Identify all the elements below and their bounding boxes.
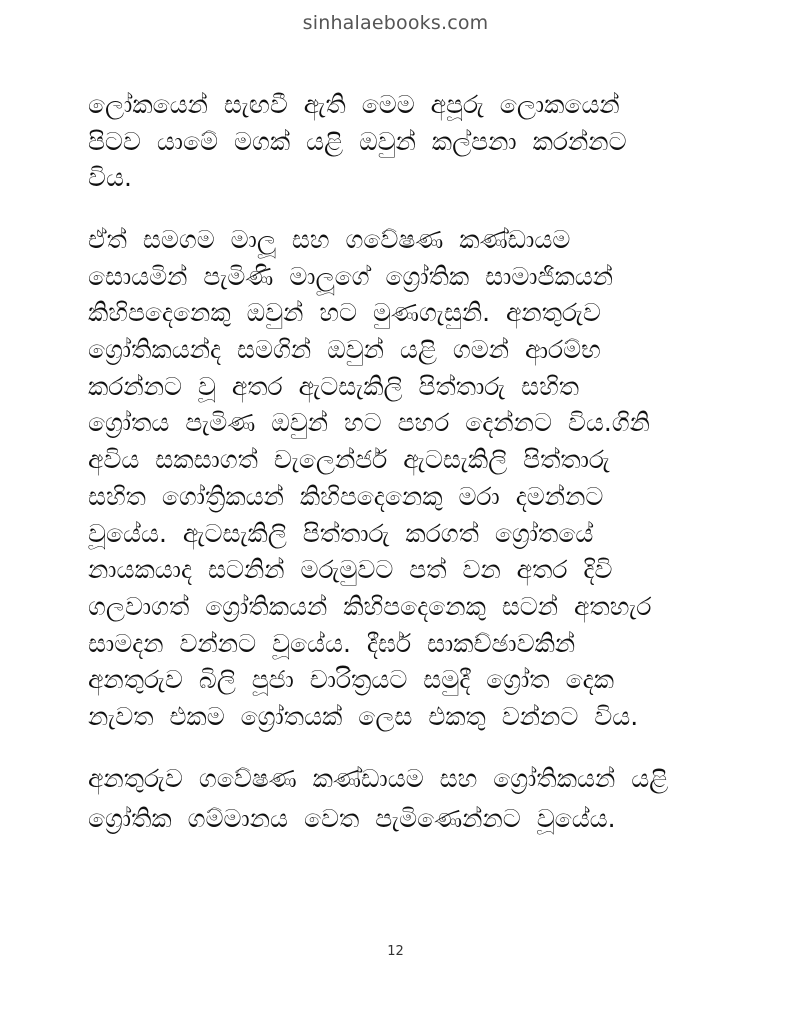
text-line: වූයේය. ඇටසැකිලි පිත්තාරු කරගත් ග්‍රෝතයේ bbox=[88, 518, 594, 548]
site-name: sinhalaebooks.com bbox=[302, 12, 489, 34]
text-line: නායකයාද සටනින් මරුමුවට පත් වන අතර දිවි bbox=[88, 555, 613, 585]
text-line: අනතුරුව බිලි පූජා චාරිත්‍රයට සමුදී ග්‍රෝත දෙක bbox=[88, 665, 615, 695]
text-line: ග්‍රෝතය පැමිණ ඔවුන් හට පහර දෙන්නට විය.ගිනි bbox=[88, 408, 650, 438]
site-header bbox=[0, 12, 791, 34]
text-line: කිහිපදෙනෙකු ඔවුන් හට මුණගැසුනි. අනතුරුව bbox=[88, 298, 601, 328]
text-line: ඒත් සමගම මාලූ සහ ගවේෂණ කණ්ඩායම bbox=[88, 225, 571, 254]
text-line: ග්‍රෝතික ගම්මානය වෙත පැමිණෙන්නට වූයේය. bbox=[88, 804, 616, 833]
text-line: ලෝකයෙන් සැඟවී ඇති මෙම අපූරු ලොකයෙන් bbox=[88, 90, 620, 119]
text-line: අවිය සකසාගත් චැලෙන්ජර් ඇටසැකිලි පිත්තාරු bbox=[88, 445, 610, 475]
paragraph-3 bbox=[88, 759, 718, 839]
text-line: කරන්නට වූ අතර ඇටසැකිලි පිත්තාරු සහිත bbox=[88, 371, 580, 401]
text-line: ගලවාගත් ග්‍රෝතිකයන් කිහිපදෙනෙකු සටන් අතහැර bbox=[88, 591, 652, 621]
text-line: නැවත එකම ග්‍රෝතයක් ලෙස එකතු වන්නට විය. bbox=[88, 701, 639, 731]
text-line: විය. bbox=[88, 163, 132, 193]
text-line: සොයමින් පැමිණි මාලූගේ ග්‍රෝතික සාමාජිකයන් bbox=[88, 261, 614, 291]
page-number bbox=[0, 944, 791, 959]
text-line: සාමදන වන්නට වූයේය. දීර්ඝ සාකච්ඡාවකින් bbox=[88, 628, 576, 658]
paragraph-2 bbox=[88, 222, 718, 736]
page-number-text: 12 bbox=[387, 944, 404, 959]
text-line: ග්‍රෝතිකයන්ද සමගින් ඔවුන් යළි ගමන් ආරම්භ bbox=[88, 335, 601, 365]
text-line: සහිත ගෝත්‍රිකයන් කිහිපදෙනෙකු මරා දමන්නට bbox=[88, 481, 604, 511]
paragraph-1 bbox=[88, 87, 718, 197]
text-line: අනතුරුව ගවේෂණ කණ්ඩායම සහ ග්‍රෝතිකයන් යළි bbox=[88, 764, 669, 793]
text-line: පිටව යාමේ මගක් යළි ඔවුන් කල්පනා කරන්නට bbox=[88, 126, 627, 156]
